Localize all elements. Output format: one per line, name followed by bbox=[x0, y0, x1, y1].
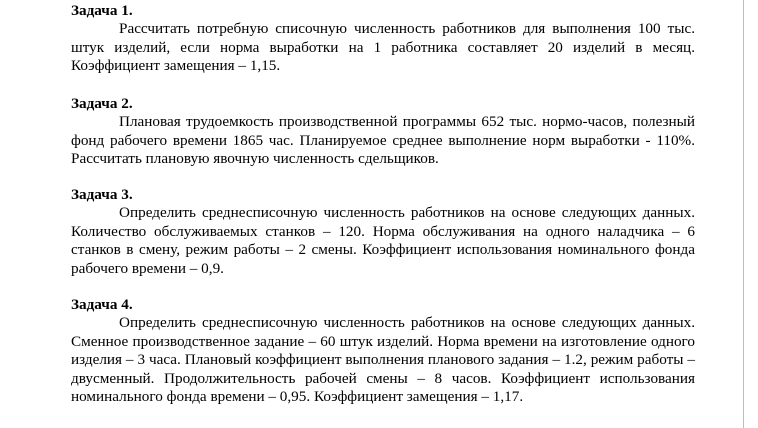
task-4-text: Определить среднесписочную численность работников на основе следующих данных. Сменное производственное задание – 60 штук изделий. Норма времени на изготовление одного изделия – 3 часа. Плановый коэффициент выполнения планового задания – 1.2, режим работы – двусменный. Продолжительность рабочей смены – 8 часов. Коэффициент использования номинального фонда времени – 0,95. Коэффициент замещения – 1,17. bbox=[71, 314, 695, 406]
page-edge-line bbox=[743, 0, 744, 428]
task-3-title: Задача 3. bbox=[71, 186, 133, 203]
task-4-title: Задача 4. bbox=[71, 296, 133, 313]
task-2-text: Плановая трудоемкость производственной программы 652 тыс. нормо-часов, полезный фонд рабочего времени 1865 час. Планируемое среднее выполнение норм выработки - 110%. Рассчитать плановую явочную численность сдельщиков. bbox=[71, 113, 695, 168]
task-3 bbox=[71, 186, 695, 278]
task-1 bbox=[71, 2, 695, 76]
task-2 bbox=[71, 95, 695, 169]
task-3-text: Определить среднесписочную численность работников на основе следующих данных. Количество обслуживаемых станков – 120. Норма обслуживания на одного наладчика – 6 станков в смену, режим работы – 2 смены. Коэффициент использования номинального фонда рабочего времени – 0,9. bbox=[71, 204, 695, 277]
task-2-title: Задача 2. bbox=[71, 95, 133, 112]
task-1-title: Задача 1. bbox=[71, 2, 133, 19]
task-4 bbox=[71, 296, 695, 406]
task-1-text: Рассчитать потребную списочную численность работников для выполнения 100 тыс. штук изделий, если норма выработки на 1 работника составляет 20 изделий в месяц. Коэффициент замещения – 1,15. bbox=[71, 20, 695, 75]
